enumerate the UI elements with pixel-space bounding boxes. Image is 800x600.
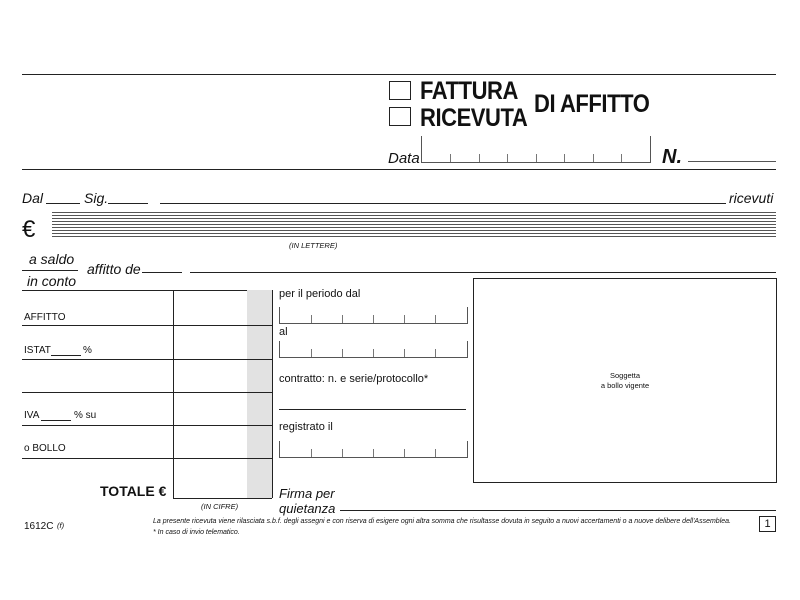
row-rule <box>22 392 272 393</box>
contract-label: contratto: n. e serie/protocollo* <box>279 373 429 385</box>
sir-label: Sig. <box>84 190 109 206</box>
form-variant: (f) <box>57 521 65 530</box>
invoice-title: FATTURA <box>420 77 518 105</box>
row-rule <box>22 359 272 360</box>
sir-field[interactable] <box>108 203 148 204</box>
payer-name-field[interactable] <box>160 203 726 204</box>
revenue-stamp-box[interactable] <box>473 278 777 483</box>
signature-label: Firma per <box>279 486 335 501</box>
figures-shade <box>247 290 272 498</box>
form-code: 1612C <box>24 521 54 532</box>
row-istat: ISTAT <box>24 345 51 356</box>
page-number: 1 <box>759 516 776 532</box>
rent-description-field[interactable] <box>190 272 776 273</box>
items-right-border <box>272 290 273 498</box>
date-field[interactable] <box>421 136 651 163</box>
number-field[interactable] <box>688 161 776 162</box>
receipt-checkbox[interactable] <box>389 107 411 126</box>
items-top-rule <box>22 290 272 291</box>
period-from-label: per il periodo dal <box>279 288 361 300</box>
top-rule <box>22 74 776 75</box>
invoice-checkbox[interactable] <box>389 81 411 100</box>
row-rule <box>22 458 272 459</box>
total-label: TOTALE € <box>100 483 167 499</box>
period-to-label: al <box>279 326 288 338</box>
euro-symbol: € <box>22 216 36 243</box>
period-from-field[interactable] <box>279 307 468 324</box>
registered-field[interactable] <box>279 441 468 458</box>
date-label: Data <box>388 150 420 167</box>
signature-label-line2: quietanza <box>279 501 336 516</box>
total-rule <box>173 498 272 499</box>
in-figures-hint: (IN CIFRE) <box>201 502 239 511</box>
registered-label: registrato il <box>279 421 333 433</box>
rent-subtitle: DI AFFITTO <box>534 90 650 118</box>
row-rent: AFFITTO <box>24 312 66 323</box>
header-rule <box>22 169 776 170</box>
from-field[interactable] <box>46 203 80 204</box>
receipt-title: RICEVUTA <box>420 104 528 132</box>
period-to-field[interactable] <box>279 341 468 358</box>
row-rule <box>22 325 272 326</box>
istat-suffix: % <box>83 345 92 356</box>
from-label: Dal <box>22 190 44 206</box>
stamp-text-line2: a bollo vigente <box>600 381 650 390</box>
contract-field[interactable] <box>279 409 466 410</box>
row-stamp-duty: o BOLLO <box>24 443 66 454</box>
in-words-hint: (IN LETTERE) <box>289 241 338 250</box>
received-label: ricevuti <box>729 190 774 206</box>
option-divider <box>22 270 78 271</box>
stamp-text: Soggetta <box>609 371 641 380</box>
number-label: N. <box>662 146 682 168</box>
amount-in-words-field[interactable] <box>52 212 776 238</box>
rent-of-field[interactable] <box>142 272 182 273</box>
account-option: in conto <box>27 273 77 289</box>
items-divider <box>173 290 174 498</box>
balance-option: a saldo <box>29 251 75 267</box>
row-rule <box>22 425 272 426</box>
iva-field[interactable] <box>41 420 71 421</box>
rent-of-label: affitto de <box>87 261 141 277</box>
row-iva: IVA <box>24 410 40 421</box>
footnote: * In caso di invio telematico. <box>153 529 240 536</box>
istat-field[interactable] <box>51 355 81 356</box>
signature-field[interactable] <box>340 510 776 511</box>
iva-suffix: % su <box>74 410 97 421</box>
footer-note: La presente ricevuta viene rilasciata s.b.f. degli assegni e con riserva di esigere ogni altra somma che risultasse dovuta in seguito a nuovi accertamenti o a nuove delibere dell'Assemblea. <box>153 518 731 525</box>
